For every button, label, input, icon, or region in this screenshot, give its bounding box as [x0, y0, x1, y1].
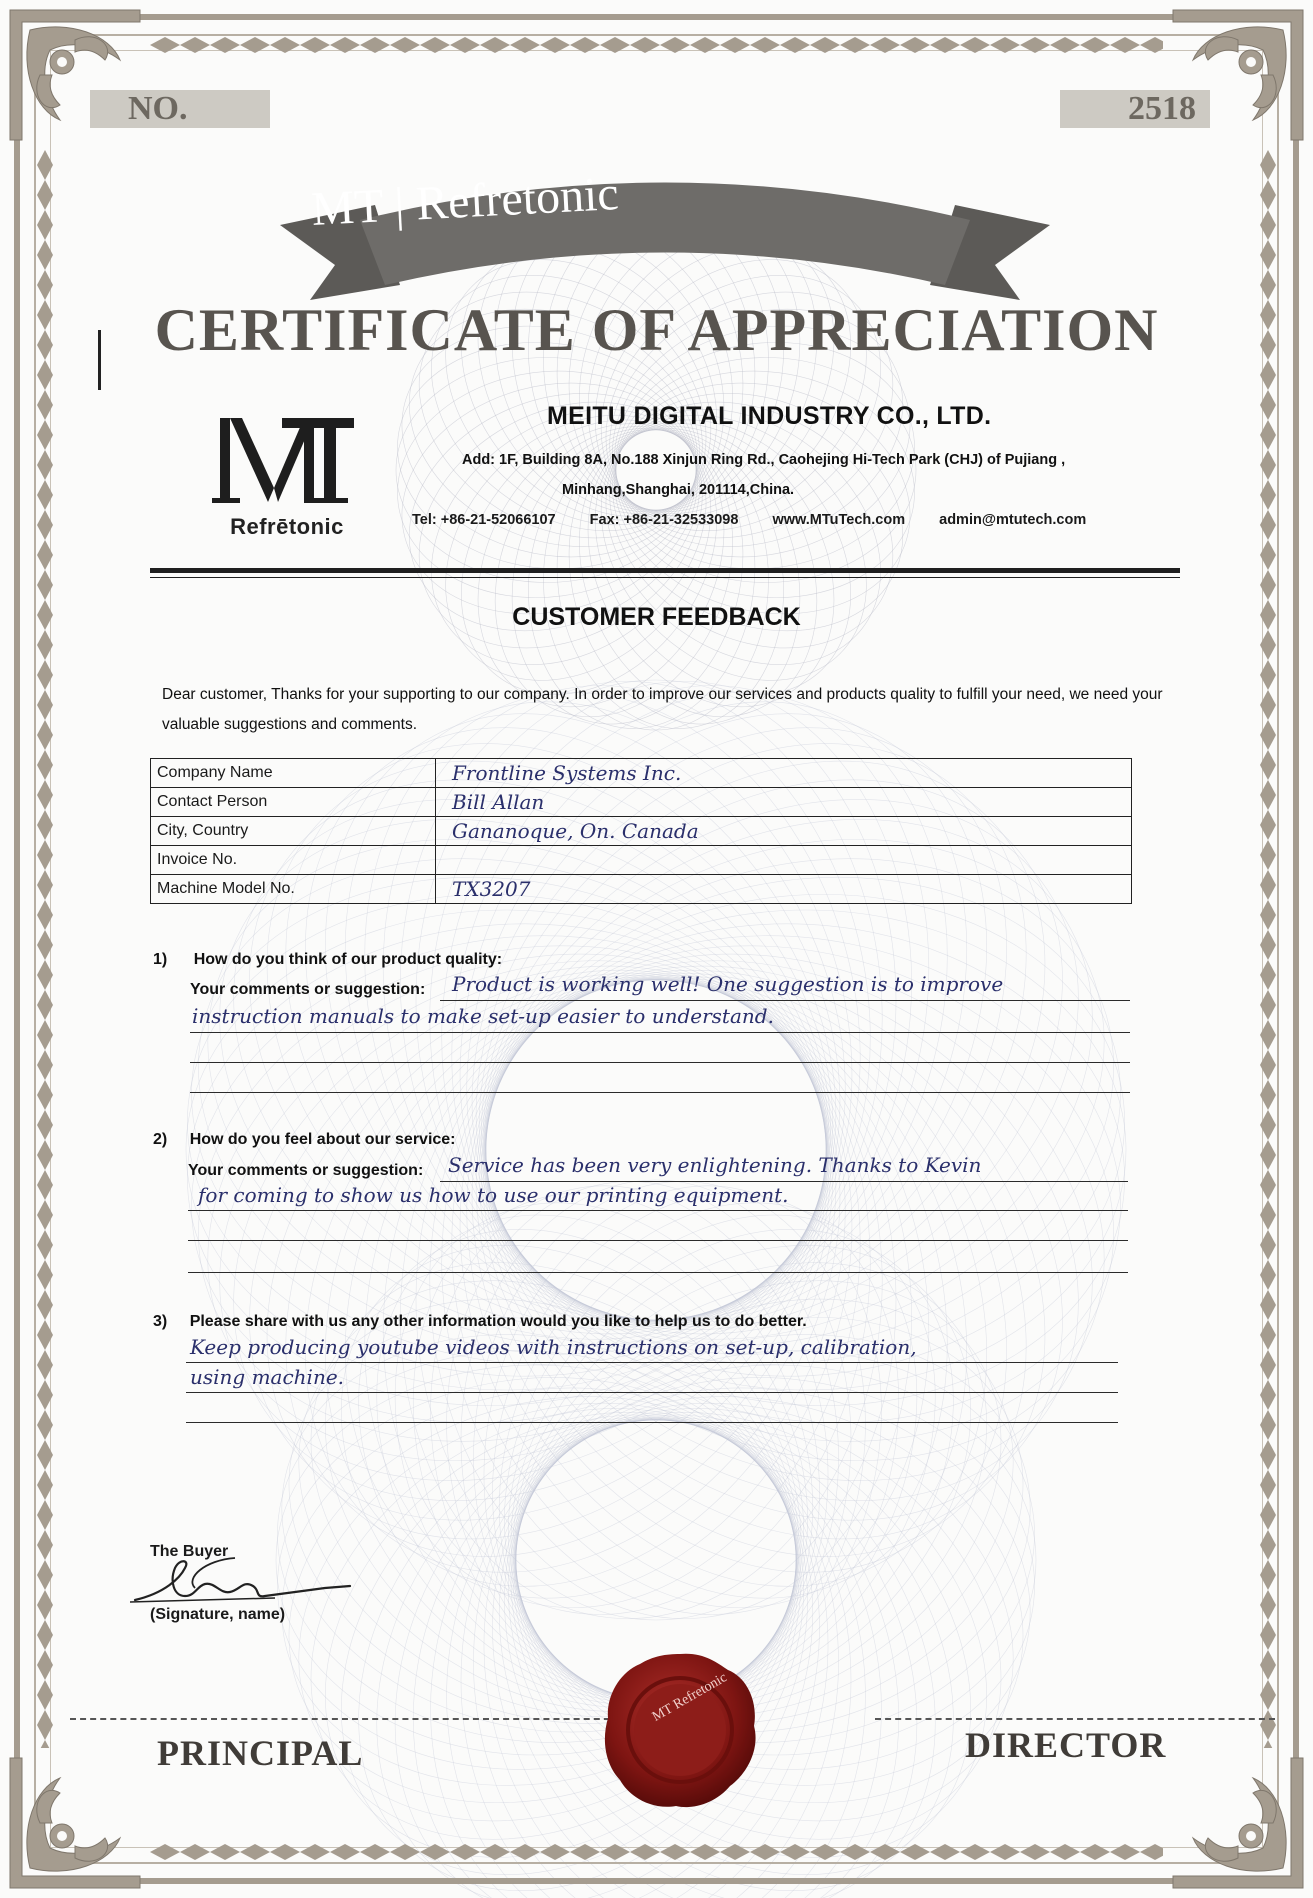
border-diamond: [1260, 690, 1276, 720]
answer-line: [188, 1272, 1128, 1273]
border-diamond: [900, 37, 930, 53]
border-diamond: [360, 1844, 390, 1860]
border-diamond: [1260, 1650, 1276, 1680]
field-label: Contact Person: [151, 788, 436, 817]
border-diamond: [300, 1844, 330, 1860]
answer-line: [190, 1092, 1130, 1093]
mt-logo-mark: [212, 410, 362, 510]
answer-1-line-2: instruction manuals to make set-up easier to understand.: [192, 1004, 774, 1028]
question-text: How do you think of our product quality:: [193, 951, 503, 968]
border-diamond: [37, 750, 53, 780]
table-row: [151, 846, 1132, 875]
answer-line: [188, 1240, 1128, 1241]
border-diamond: [810, 1844, 840, 1860]
border-diamond: [210, 37, 240, 53]
border-diamond: [1260, 1320, 1276, 1350]
border-diamond: [510, 1844, 540, 1860]
border-diamond: [780, 1844, 810, 1860]
table-row: [151, 817, 1132, 846]
question-1: [153, 951, 502, 969]
border-diamond: [660, 1844, 690, 1860]
border-diamond: [37, 1740, 53, 1748]
border-diamond: [1260, 180, 1276, 210]
buyer-signature: [125, 1548, 355, 1608]
border-band-left: [36, 150, 54, 1748]
border-diamond: [1020, 37, 1050, 53]
field-label: Invoice No.: [151, 846, 436, 875]
border-diamond: [37, 240, 53, 270]
border-diamond: [720, 1844, 750, 1860]
border-diamond: [1260, 270, 1276, 300]
border-diamond: [690, 1844, 720, 1860]
question-2: [153, 1131, 456, 1149]
answer-2-line-1: Service has been very enlightening. Thanks to Kevin: [448, 1153, 982, 1177]
margin-mark: [98, 330, 101, 390]
border-diamond: [180, 1844, 210, 1860]
border-diamond: [37, 1710, 53, 1740]
border-diamond: [37, 540, 53, 570]
border-diamond: [37, 1020, 53, 1050]
border-diamond: [37, 630, 53, 660]
border-diamond: [1260, 360, 1276, 390]
border-diamond: [600, 1844, 630, 1860]
signature-line-right: [875, 1718, 1275, 1720]
answer-line: [440, 1181, 1128, 1182]
border-diamond: [1260, 1740, 1276, 1748]
border-diamond: [210, 1844, 240, 1860]
border-diamond: [37, 1170, 53, 1200]
answer-line: [190, 1032, 1130, 1033]
border-diamond: [1260, 420, 1276, 450]
border-diamond: [150, 1844, 180, 1860]
border-diamond: [420, 1844, 450, 1860]
border-diamond: [480, 37, 510, 53]
company-tel: Tel: +86-21-52066107: [412, 512, 556, 528]
border-diamond: [1260, 1620, 1276, 1650]
field-value: [436, 846, 1132, 875]
border-diamond: [1260, 750, 1276, 780]
company-name: MEITU DIGITAL INDUSTRY CO., LTD.: [547, 402, 992, 430]
border-diamond: [37, 1200, 53, 1230]
buyer-label: The Buyer: [150, 1543, 229, 1560]
customer-info-table: [150, 758, 1132, 904]
border-diamond: [570, 37, 600, 53]
border-diamond: [1260, 1470, 1276, 1500]
signature-label: (Signature, name): [150, 1606, 286, 1623]
border-diamond: [1110, 37, 1140, 53]
border-diamond: [37, 1650, 53, 1680]
border-diamond: [37, 780, 53, 810]
border-diamond: [240, 1844, 270, 1860]
answer-line: [440, 1000, 1130, 1001]
border-diamond: [540, 37, 570, 53]
border-diamond: [1080, 1844, 1110, 1860]
border-diamond: [1260, 1110, 1276, 1140]
border-diamond: [37, 1350, 53, 1380]
border-diamond: [1260, 900, 1276, 930]
border-diamond: [1260, 1260, 1276, 1290]
border-diamond: [360, 37, 390, 53]
border-diamond: [37, 150, 53, 180]
border-diamond: [270, 37, 300, 53]
border-diamond: [510, 37, 540, 53]
border-diamond: [1260, 450, 1276, 480]
border-diamond: [1260, 1290, 1276, 1320]
field-value: Frontline Systems Inc.: [436, 759, 1132, 788]
border-diamond: [1260, 1590, 1276, 1620]
answer-line: [186, 1422, 1118, 1423]
border-diamond: [1260, 540, 1276, 570]
border-diamond: [690, 37, 720, 53]
field-label: Machine Model No.: [151, 875, 436, 904]
border-diamond: [390, 1844, 420, 1860]
border-diamond: [37, 180, 53, 210]
border-diamond: [37, 1110, 53, 1140]
border-diamond: [960, 1844, 990, 1860]
border-diamond: [1260, 1440, 1276, 1470]
border-diamond: [37, 1380, 53, 1410]
border-diamond: [300, 37, 330, 53]
corner-ornament-bottom-right: [1163, 1748, 1313, 1898]
table-row: [151, 875, 1132, 904]
border-diamond: [1260, 510, 1276, 540]
border-diamond: [1260, 480, 1276, 510]
border-diamond: [450, 37, 480, 53]
border-diamond: [390, 37, 420, 53]
border-diamond: [1260, 990, 1276, 1020]
border-diamond: [330, 37, 360, 53]
border-diamond: [450, 1844, 480, 1860]
border-diamond: [1260, 330, 1276, 360]
border-diamond: [37, 960, 53, 990]
border-diamond: [1260, 570, 1276, 600]
border-diamond: [240, 37, 270, 53]
border-diamond: [37, 1500, 53, 1530]
border-diamond: [270, 1844, 300, 1860]
director-label: DIRECTOR: [965, 1725, 1167, 1765]
border-diamond: [480, 1844, 510, 1860]
border-diamond: [1260, 1140, 1276, 1170]
border-diamond: [37, 900, 53, 930]
answer-line: [190, 1062, 1130, 1063]
border-diamond: [420, 37, 450, 53]
company-fax: Fax: +86-21-32533098: [589, 512, 739, 528]
border-diamond: [1260, 1080, 1276, 1110]
border-diamond: [37, 330, 53, 360]
brand-banner-text: MT | Refretonic: [310, 166, 620, 237]
border-diamond: [1140, 37, 1163, 53]
border-diamond: [37, 480, 53, 510]
border-diamond: [1260, 960, 1276, 990]
border-diamond: [750, 1844, 780, 1860]
border-diamond: [840, 1844, 870, 1860]
border-diamond: [37, 660, 53, 690]
border-diamond: [1260, 240, 1276, 270]
table-row: [151, 759, 1132, 788]
border-diamond: [1260, 1230, 1276, 1260]
border-diamond: [1260, 1350, 1276, 1380]
field-label: City, Country: [151, 817, 436, 846]
certificate-number: 2518: [1060, 90, 1210, 128]
border-diamond: [1050, 37, 1080, 53]
border-diamond: [570, 1844, 600, 1860]
border-diamond: [37, 1140, 53, 1170]
header-divider-thin: [150, 577, 1180, 578]
border-diamond: [37, 210, 53, 240]
question-text: How do you feel about our service:: [189, 1131, 456, 1148]
border-diamond: [1260, 1500, 1276, 1530]
border-diamond: [330, 1844, 360, 1860]
border-diamond: [37, 1230, 53, 1260]
company-email: admin@mtutech.com: [939, 512, 1087, 528]
border-diamond: [870, 37, 900, 53]
question-number: 2): [153, 1131, 168, 1148]
border-diamond: [1260, 150, 1276, 180]
certificate-title: CERTIFICATE OF APPRECIATION: [154, 297, 1159, 363]
border-diamond: [37, 930, 53, 960]
border-diamond: [960, 37, 990, 53]
border-diamond: [1260, 390, 1276, 420]
border-diamond: [1260, 660, 1276, 690]
border-diamond: [1260, 630, 1276, 660]
wax-seal-icon: [598, 1648, 763, 1813]
border-diamond: [1260, 210, 1276, 240]
border-diamond: [37, 1470, 53, 1500]
border-diamond: [1080, 37, 1110, 53]
border-diamond: [990, 1844, 1020, 1860]
border-diamond: [1260, 840, 1276, 870]
border-diamond: [37, 360, 53, 390]
border-diamond: [1260, 930, 1276, 960]
field-value: Bill Allan: [436, 788, 1132, 817]
border-diamond: [37, 1080, 53, 1110]
header-divider: [150, 568, 1180, 573]
answer-line: [186, 1362, 1118, 1363]
border-diamond: [1260, 1410, 1276, 1440]
border-diamond: [1110, 1844, 1140, 1860]
question-text: Please share with us any other information would you like to help us to do better.: [189, 1313, 807, 1330]
border-diamond: [1260, 1170, 1276, 1200]
border-band-right: [1259, 150, 1277, 1748]
answer-2-line-2: for coming to show us how to use our printing equipment.: [198, 1183, 789, 1207]
border-diamond: [37, 870, 53, 900]
border-diamond: [990, 37, 1020, 53]
field-value: TX3207: [436, 875, 1132, 904]
answer-1-line-1: Product is working well! One suggestion is to improve: [452, 972, 1004, 996]
border-diamond: [37, 450, 53, 480]
certificate-no-label: NO.: [90, 90, 270, 128]
border-diamond: [720, 37, 750, 53]
border-diamond: [37, 1620, 53, 1650]
border-diamond: [37, 420, 53, 450]
border-diamond: [600, 37, 630, 53]
company-contact-line: [412, 512, 1116, 528]
question-2-prompt: Your comments or suggestion:: [188, 1162, 424, 1179]
border-diamond: [37, 570, 53, 600]
border-diamond: [37, 270, 53, 300]
border-diamond: [660, 37, 690, 53]
border-diamond: [1140, 1844, 1163, 1860]
field-value: Gananoque, On. Canada: [436, 817, 1132, 846]
border-diamond: [37, 1320, 53, 1350]
border-diamond: [1260, 1050, 1276, 1080]
question-number: 1): [153, 951, 168, 968]
border-diamond: [540, 1844, 570, 1860]
border-diamond: [37, 1560, 53, 1590]
answer-line: [186, 1392, 1118, 1393]
border-band-bottom: [150, 1843, 1163, 1861]
border-diamond: [37, 510, 53, 540]
border-diamond: [37, 1260, 53, 1290]
border-diamond: [1260, 1710, 1276, 1740]
border-diamond: [37, 1290, 53, 1320]
border-diamond: [750, 37, 780, 53]
border-diamond: [37, 390, 53, 420]
border-diamond: [1260, 870, 1276, 900]
logo-wordmark: Refrētonic: [230, 514, 344, 539]
border-diamond: [1260, 1530, 1276, 1560]
border-diamond: [1260, 720, 1276, 750]
border-diamond: [930, 37, 960, 53]
table-row: [151, 788, 1132, 817]
border-diamond: [840, 37, 870, 53]
company-address-line-1: Add: 1F, Building 8A, No.188 Xinjun Ring Rd., Caohejing Hi-Tech Park (CHJ) of Pujiang ,: [462, 452, 1066, 468]
border-diamond: [1260, 1560, 1276, 1590]
border-diamond: [37, 1050, 53, 1080]
answer-3-line-2: using machine.: [190, 1365, 345, 1389]
border-diamond: [900, 1844, 930, 1860]
corner-ornament-bottom-left: [0, 1748, 150, 1898]
answer-3-line-1: Keep producing youtube videos with instructions on set-up, calibration,: [190, 1335, 917, 1359]
border-diamond: [1260, 1380, 1276, 1410]
border-diamond: [180, 37, 210, 53]
border-diamond: [37, 1440, 53, 1470]
border-diamond: [37, 1590, 53, 1620]
border-diamond: [1260, 1680, 1276, 1710]
border-diamond: [1260, 810, 1276, 840]
border-diamond: [1020, 1844, 1050, 1860]
border-diamond: [150, 37, 180, 53]
border-diamond: [1260, 1200, 1276, 1230]
border-diamond: [1260, 300, 1276, 330]
border-diamond: [37, 1410, 53, 1440]
border-diamond: [37, 810, 53, 840]
border-diamond: [630, 1844, 660, 1860]
border-diamond: [810, 37, 840, 53]
border-diamond: [37, 1680, 53, 1710]
border-diamond: [37, 690, 53, 720]
form-title: CUSTOMER FEEDBACK: [512, 603, 801, 631]
border-diamond: [37, 1530, 53, 1560]
form-intro: Dear customer, Thanks for your supporting to our company. In order to improve our services and products quality to fulfill your need, we need your valuable suggestions and comments.: [162, 686, 1163, 733]
company-website: www.MTuTech.com: [772, 512, 906, 528]
question-3: [153, 1313, 807, 1331]
border-diamond: [780, 37, 810, 53]
company-address-line-2: Minhang,Shanghai, 201114,China.: [562, 482, 795, 498]
field-label: Company Name: [151, 759, 436, 788]
question-number: 3): [153, 1313, 168, 1330]
border-diamond: [1260, 1020, 1276, 1050]
border-diamond: [37, 990, 53, 1020]
principal-label: PRINCIPAL: [157, 1733, 364, 1773]
company-logo: [212, 410, 362, 539]
border-diamond: [630, 37, 660, 53]
border-diamond: [1260, 780, 1276, 810]
border-diamond: [37, 840, 53, 870]
border-band-top: [150, 36, 1163, 54]
border-diamond: [37, 300, 53, 330]
seal-text: MT Refretonic: [649, 1670, 730, 1725]
border-diamond: [37, 720, 53, 750]
signature-line-left: [70, 1718, 630, 1720]
question-1-prompt: Your comments or suggestion:: [190, 981, 426, 998]
border-diamond: [1050, 1844, 1080, 1860]
border-diamond: [870, 1844, 900, 1860]
border-diamond: [930, 1844, 960, 1860]
answer-line: [188, 1210, 1128, 1211]
